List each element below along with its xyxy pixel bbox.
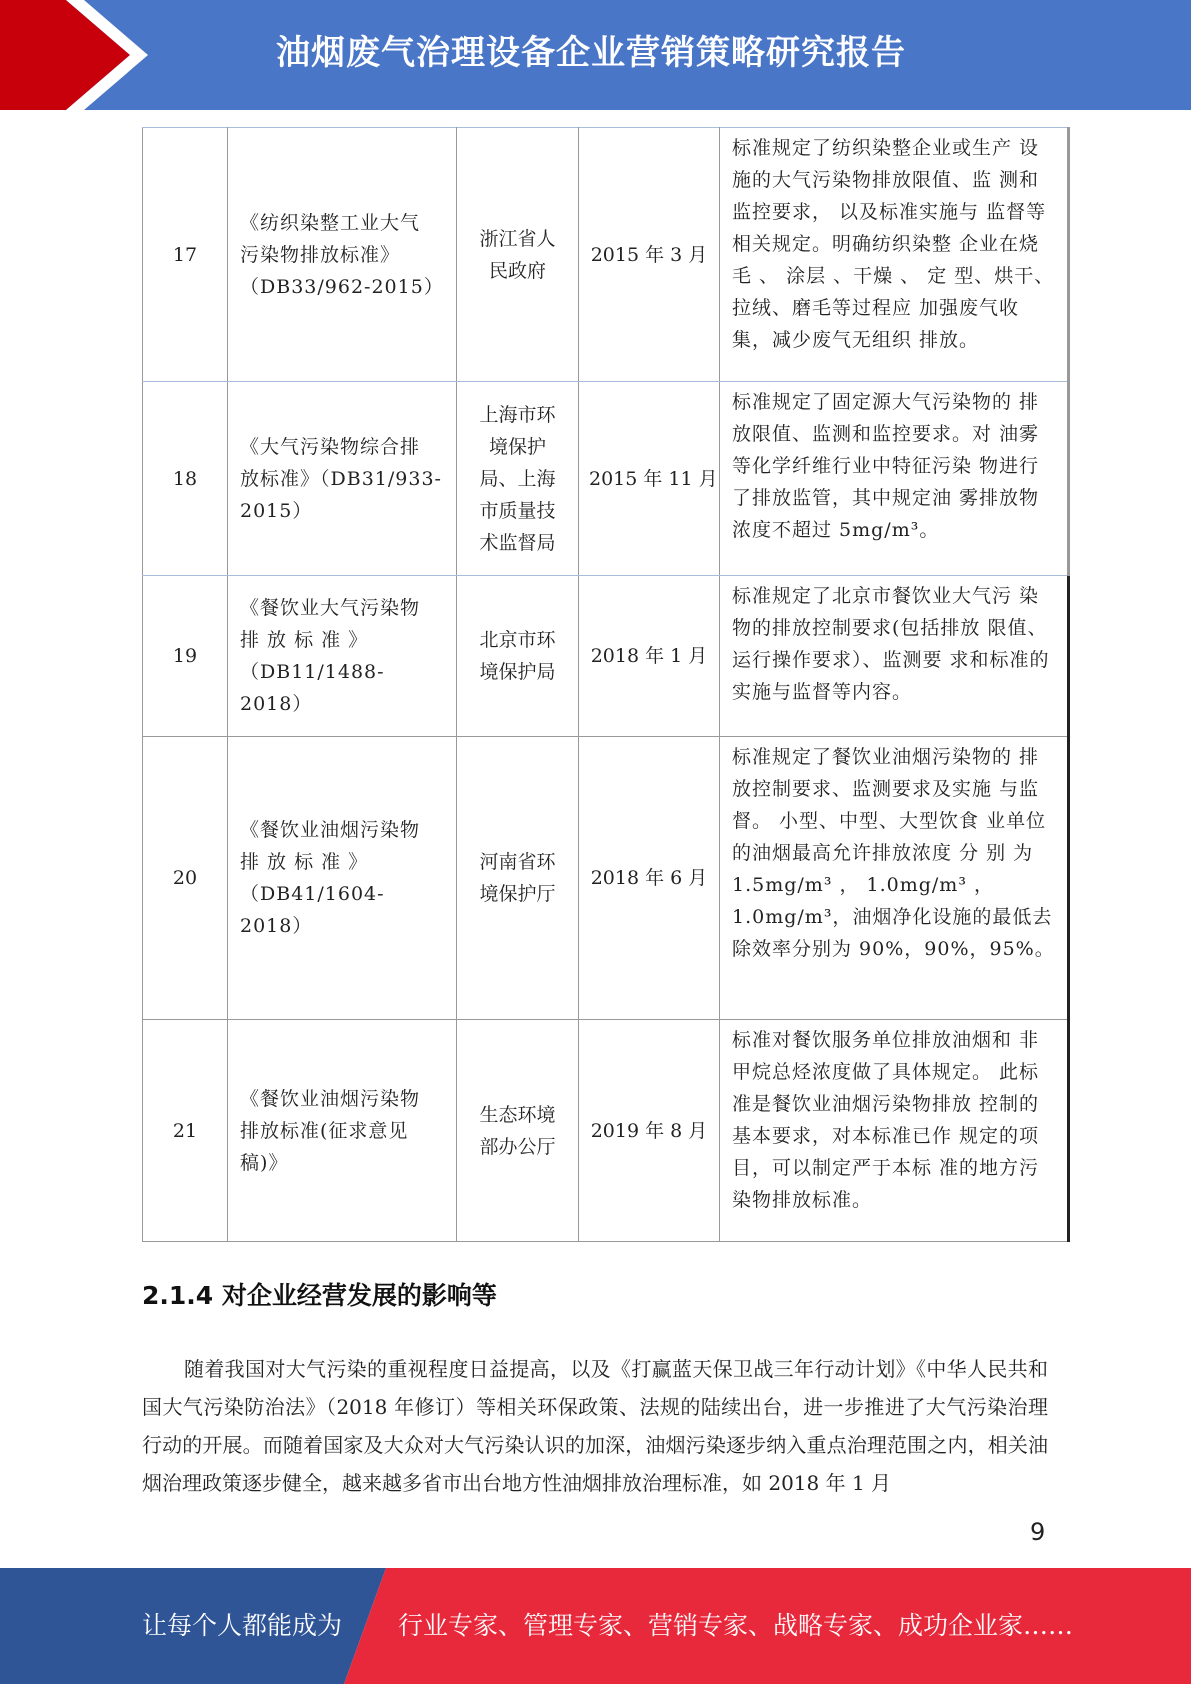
standard-description: 标准规定了固定源大气污染物的 排放限值、监测和监控要求。对 油雾等化学纤维行业中特征污染 物进行了排放监管，其中规定油 雾排放物浓度不超过 5mg/m³。 (720, 382, 1069, 576)
report-title: 油烟废气治理设备企业营销策略研究报告 (276, 33, 906, 73)
row-number: 21 (143, 1020, 228, 1242)
page-number: 9 (1030, 1518, 1046, 1546)
issue-date: 2019 年 8 月 (579, 1020, 720, 1242)
issue-date: 2015 年 11 月 (579, 382, 720, 576)
table-row (143, 576, 1069, 737)
row-number: 19 (143, 576, 228, 737)
footer-slogan-right: 行业专家、管理专家、营销专家、战略专家、成功企业家…… (398, 1611, 1074, 1640)
standard-description: 标准规定了北京市餐饮业大气污 染物的排放控制要求(包括排放 限值、运行操作要求）、监测要 求和标准的实施与监督等内容。 (720, 576, 1069, 737)
table-row (143, 737, 1069, 1020)
standard-description: 标准对餐饮服务单位排放油烟和 非甲烷总烃浓度做了具体规定。 此标准是餐饮业油烟污染物排放 控制的基本要求，对本标准已作 规定的项目，可以制定严于本标 准的地方污染物排放标准。 (720, 1020, 1069, 1242)
section-heading: 2.1.4 对企业经营发展的影响等 (142, 1281, 497, 1310)
issuing-authority: 浙江省人民政府 (457, 128, 579, 382)
footer-banner (0, 1568, 1191, 1684)
row-number: 18 (143, 382, 228, 576)
standard-name: 《餐饮业大气污染物 排 放 标 准 》（DB11/1488-2018） (228, 576, 457, 737)
table-row (143, 128, 1069, 382)
standard-name: 《大气污染物综合排 放标准》（DB31/933- 2015） (228, 382, 457, 576)
issue-date: 2015 年 3 月 (579, 128, 720, 382)
standards-table (142, 127, 1070, 1242)
standard-name: 《餐饮业油烟污染物 排放标准(征求意见 稿)》 (228, 1020, 457, 1242)
standard-name: 《纺织染整工业大气 污染物排放标准》（DB33/962-2015） (228, 128, 457, 382)
issuing-authority: 上海市环境保护局、上海市质量技术监督局 (457, 382, 579, 576)
issuing-authority: 生态环境部办公厅 (457, 1020, 579, 1242)
header-banner (0, 0, 1191, 112)
footer-slogan-left: 让每个人都能成为 (142, 1611, 343, 1640)
standard-name: 《餐饮业油烟污染物 排 放 标 准 》（DB41/1604-2018） (228, 737, 457, 1020)
issuing-authority: 北京市环境保护局 (457, 576, 579, 737)
table-row (143, 382, 1069, 576)
standard-description: 标准规定了餐饮业油烟污染物的 排放控制要求、监测要求及实施 与监督。 小型、中型、大型饮食 业单位的油烟最高允许排放浓度 分 别 为 1.5mg/m³ ， 1.0mg/m³ ，1.0mg/m³，油烟净化设施的最低去 除效率分别为 90%，90%，95%。 (720, 737, 1069, 1020)
issue-date: 2018 年 1 月 (579, 576, 720, 737)
table-row (143, 1020, 1069, 1242)
row-number: 20 (143, 737, 228, 1020)
issuing-authority: 河南省环境保护厅 (457, 737, 579, 1020)
issue-date: 2018 年 6 月 (579, 737, 720, 1020)
standard-description: 标准规定了纺织染整企业或生产 设施的大气污染物排放限值、监 测和监控要求， 以及标准实施与 监督等相关规定。明确纺织染整 企业在烧毛 、 涂层 、干燥 、 定 型、烘干、拉绒、磨毛等过程应 加强废气收集，减少废气无组织 排放。 (720, 128, 1069, 382)
section-body-paragraph: 随着我国对大气污染的重视程度日益提高，以及《打赢蓝天保卫战三年行动计划》《中华人民共和国大气污染防治法》（2018 年修订）等相关环保政策、法规的陆续出台，进一步推进了大气污染治理行动的开展。而随着国家及大众对大气污染认识的加深，油烟污染逐步纳入重点治理范围之内，相关油烟治理政策逐步健全，越来越多省市出台地方性油烟排放治理标准，如 2018 年 1 月 (142, 1357, 1048, 1495)
row-number: 17 (143, 128, 228, 382)
